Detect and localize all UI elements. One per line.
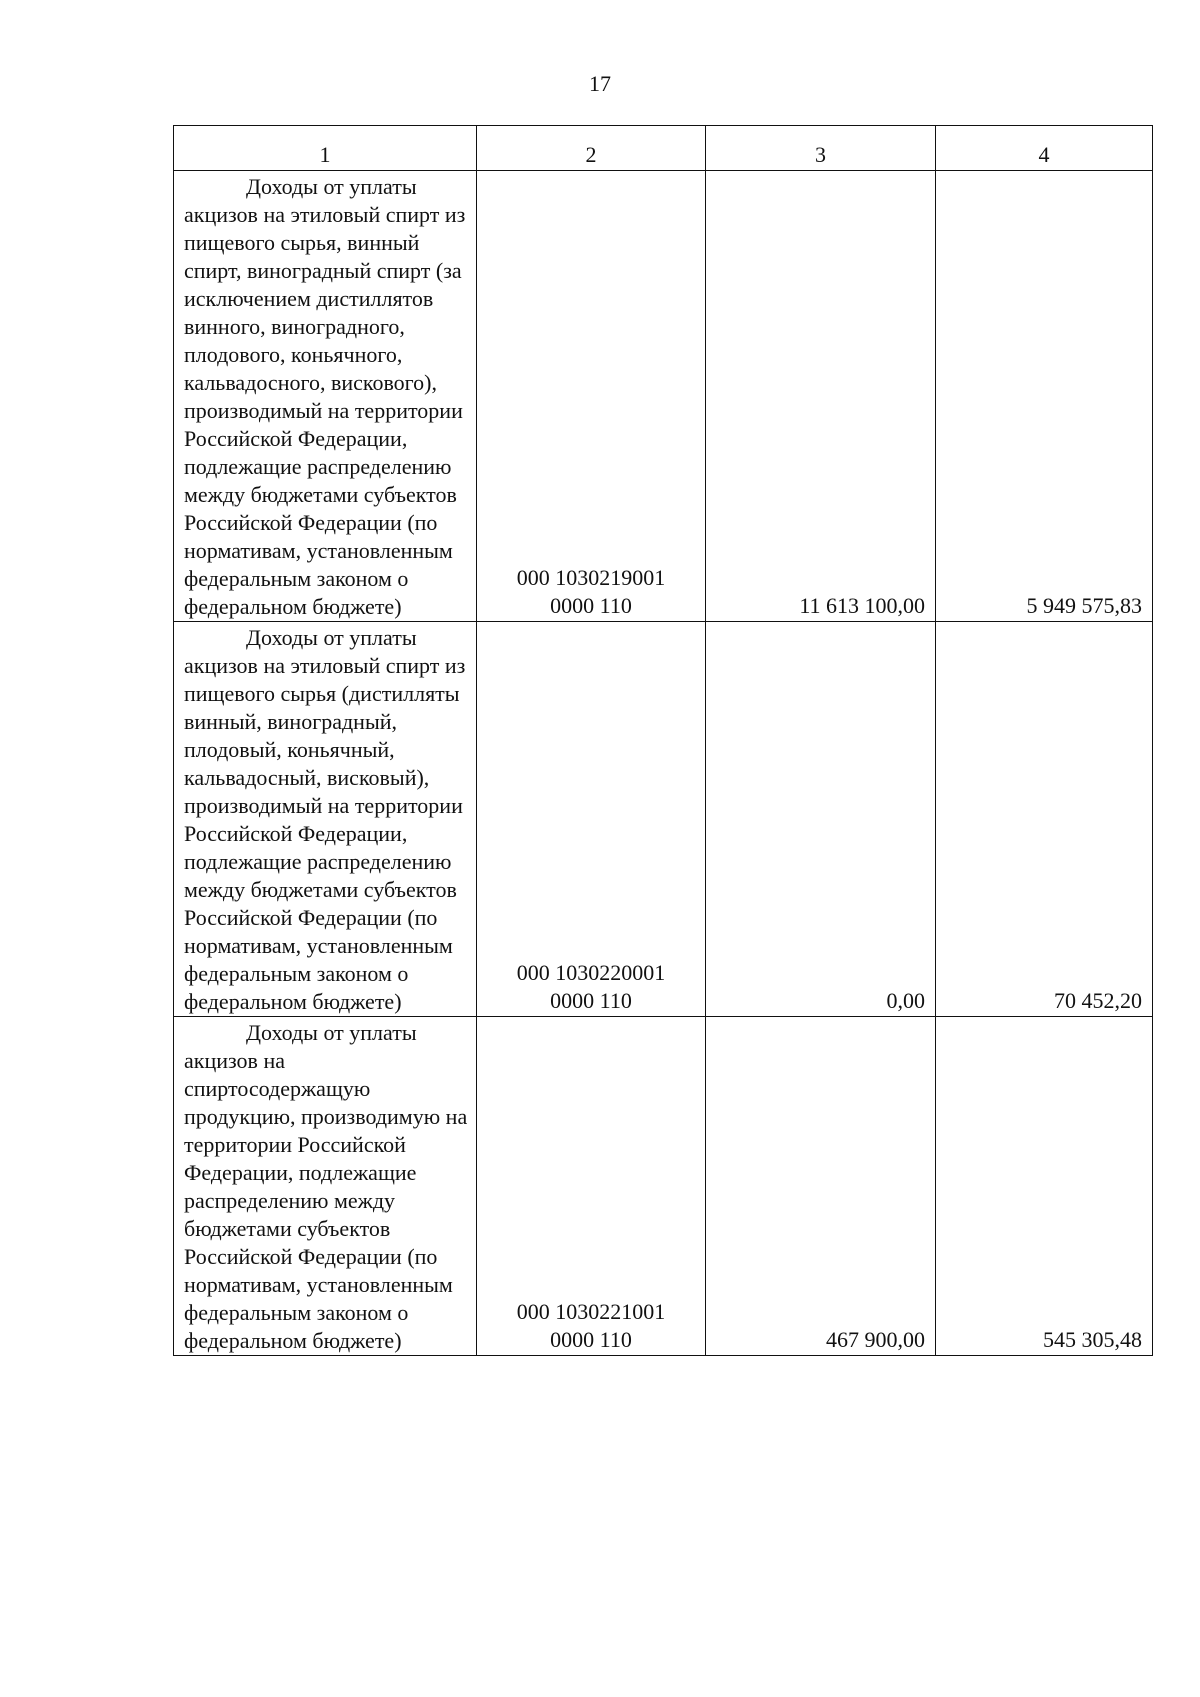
table-header-row	[174, 126, 1153, 171]
row-plan-value: 0,00	[706, 622, 936, 1017]
row-plan-value: 11 613 100,00	[706, 171, 936, 622]
row-description: Доходы от уплаты акцизов на спиртосодержащую продукцию, производимую на территории Российской Федерации, подлежащие распределению между бюджетами субъектов Российской Федерации (по нормативам, установленным федеральным законом о федеральном бюджете)	[174, 1017, 477, 1356]
row-code-line2: 0000 110	[550, 988, 632, 1013]
table-row	[174, 171, 1153, 622]
row-code-line2: 0000 110	[550, 593, 632, 618]
row-code-line1: 000 1030219001	[516, 565, 666, 590]
row-code-line1: 000 1030221001	[516, 1299, 666, 1324]
row-actual-value: 5 949 575,83	[936, 171, 1153, 622]
row-code-line2: 0000 110	[550, 1327, 632, 1352]
row-actual-value: 70 452,20	[936, 622, 1153, 1017]
table-row	[174, 1017, 1153, 1356]
row-description: Доходы от уплаты акцизов на этиловый спирт из пищевого сырья, винный спирт, виноградный спирт (за исключением дистиллятов винного, виноградного, плодового, коньячного, кальвадосного, вискового), производимый на территории Российской Федерации, подлежащие распределению между бюджетами субъектов Российской Федерации (по нормативам, установленным федеральным законом о федеральном бюджете)	[174, 171, 477, 622]
header-col-1: 1	[174, 126, 477, 171]
row-code	[477, 171, 706, 622]
row-description: Доходы от уплаты акцизов на этиловый спирт из пищевого сырья (дистилляты винный, виноградный, плодовый, коньячный, кальвадосный, висковый), производимый на территории Российской Федерации, подлежащие распределению между бюджетами субъектов Российской Федерации (по нормативам, установленным федеральным законом о федеральном бюджете)	[174, 622, 477, 1017]
header-col-3: 3	[706, 126, 936, 171]
header-col-2: 2	[477, 126, 706, 171]
table-row	[174, 622, 1153, 1017]
header-col-4: 4	[936, 126, 1153, 171]
revenue-table	[173, 125, 1153, 1356]
row-plan-value: 467 900,00	[706, 1017, 936, 1356]
row-code-line1: 000 1030220001	[516, 960, 666, 985]
row-code	[477, 622, 706, 1017]
page-number: 17	[589, 71, 611, 96]
row-code	[477, 1017, 706, 1356]
row-actual-value: 545 305,48	[936, 1017, 1153, 1356]
